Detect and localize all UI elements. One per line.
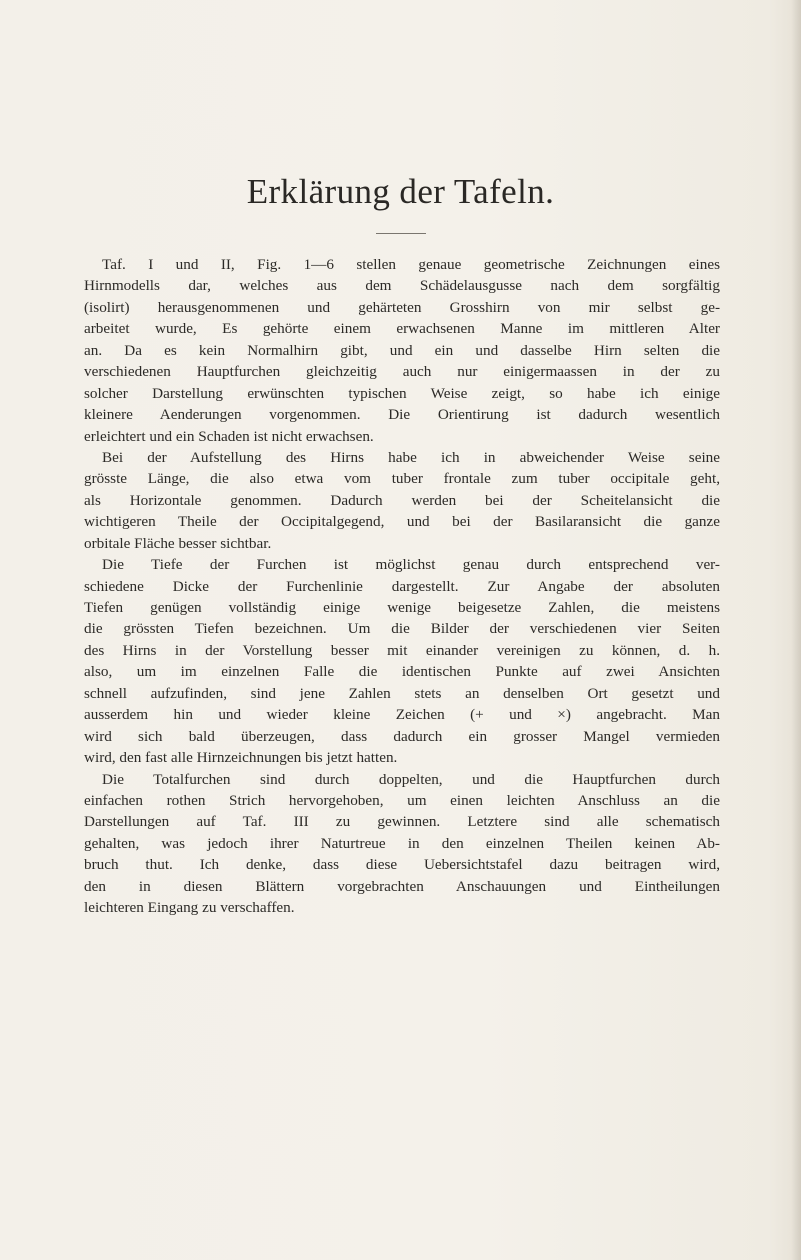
text-line: Bei der Aufstellung des Hirns habe ich in abweichender Weise seine xyxy=(102,448,720,466)
text-line: Tiefen genügen vollständig einige wenige beigesetze Zahlen, die meistens xyxy=(84,599,720,616)
text-line: gehalten, was jedoch ihrer Naturtreue in den einzelnen Theilen keinen Ab- xyxy=(84,834,720,852)
text-line: also, um im einzelnen Falle die identischen Punkte auf zwei Ansichten xyxy=(84,663,720,681)
text-line: die grössten Tiefen bezeichnen. Um die Bilder der verschiedenen vier Seiten xyxy=(84,620,720,638)
text-line: als Horizontale genommen. Dadurch werden bei der Scheitelansicht die xyxy=(84,491,720,509)
text-line: arbeitet wurde, Es gehörte einem erwachsenen Manne im mittleren Alter xyxy=(84,320,720,338)
text-line: Hirnmodells dar, welches aus dem Schädelausgusse nach dem sorgfältig xyxy=(84,277,720,295)
paragraph xyxy=(84,447,720,554)
paragraph xyxy=(84,769,720,919)
text-line: wird, den fast alle Hirnzeichnungen bis jetzt hatten. xyxy=(84,749,398,767)
text-line: schiedene Dicke der Furchenlinie dargestellt. Zur Angabe der absoluten xyxy=(84,577,720,595)
text-line: einfachen rothen Strich hervorgehoben, um einen leichten Anschluss an die xyxy=(84,791,720,809)
text-line: Die Tiefe der Furchen ist möglichst genau durch entsprechend ver- xyxy=(102,556,720,574)
text-line: ausserdem hin und wieder kleine Zeichen (+ und ×) angebracht. Man xyxy=(84,706,720,724)
text-line: leichteren Eingang zu verschaffen. xyxy=(84,899,295,917)
page-title: Erklärung der Tafeln. xyxy=(246,172,555,211)
text-line: den in diesen Blättern vorgebrachten Anschauungen und Eintheilungen xyxy=(84,877,720,895)
text-line: orbitale Fläche besser sichtbar. xyxy=(84,534,272,552)
text-line: (isolirt) herausgenommenen und gehärteten Grosshirn von mir selbst ge- xyxy=(84,298,720,316)
paragraph xyxy=(84,254,720,447)
paragraph xyxy=(84,554,720,768)
text-line: wird sich bald überzeugen, dass dadurch ein grosser Mangel vermieden xyxy=(84,727,720,745)
text-line: Darstellungen auf Taf. III zu gewinnen. Letztere sind alle schematisch xyxy=(84,813,720,831)
text-line: des Hirns in der Vorstellung besser mit einander vereinigen zu können, d. h. xyxy=(84,641,720,659)
text-line: verschiedenen Hauptfurchen gleichzeitig auch nur einigermaassen in der zu xyxy=(84,363,720,381)
text-line: an. Da es kein Normalhirn gibt, und ein und dasselbe Hirn selten die xyxy=(84,341,720,359)
body-text xyxy=(84,254,720,919)
text-line: solcher Darstellung erwünschten typischen Weise zeigt, so habe ich einige xyxy=(84,384,720,402)
title-divider xyxy=(376,233,426,234)
text-line: wichtigeren Theile der Occipitalgegend, und bei der Basilaransicht die ganze xyxy=(84,513,720,531)
text-line: kleinere Aenderungen vorgenommen. Die Orientirung ist dadurch wesentlich xyxy=(84,406,720,424)
text-line: Taf. I und II, Fig. 1—6 stellen genaue geometrische Zeichnungen eines xyxy=(102,256,720,273)
text-line: schnell aufzufinden, sind jene Zahlen stets an denselben Ort gesetzt und xyxy=(84,684,720,702)
text-line: grösste Länge, die also etwa vom tuber frontale zum tuber occipitale geht, xyxy=(84,470,720,488)
text-line: Die Totalfurchen sind durch doppelten, und die Hauptfurchen durch xyxy=(102,770,720,788)
text-line: bruch thut. Ich denke, dass diese Uebersichtstafel dazu beitragen wird, xyxy=(84,856,720,874)
text-line: erleichtert und ein Schaden ist nicht erwachsen. xyxy=(84,427,374,445)
